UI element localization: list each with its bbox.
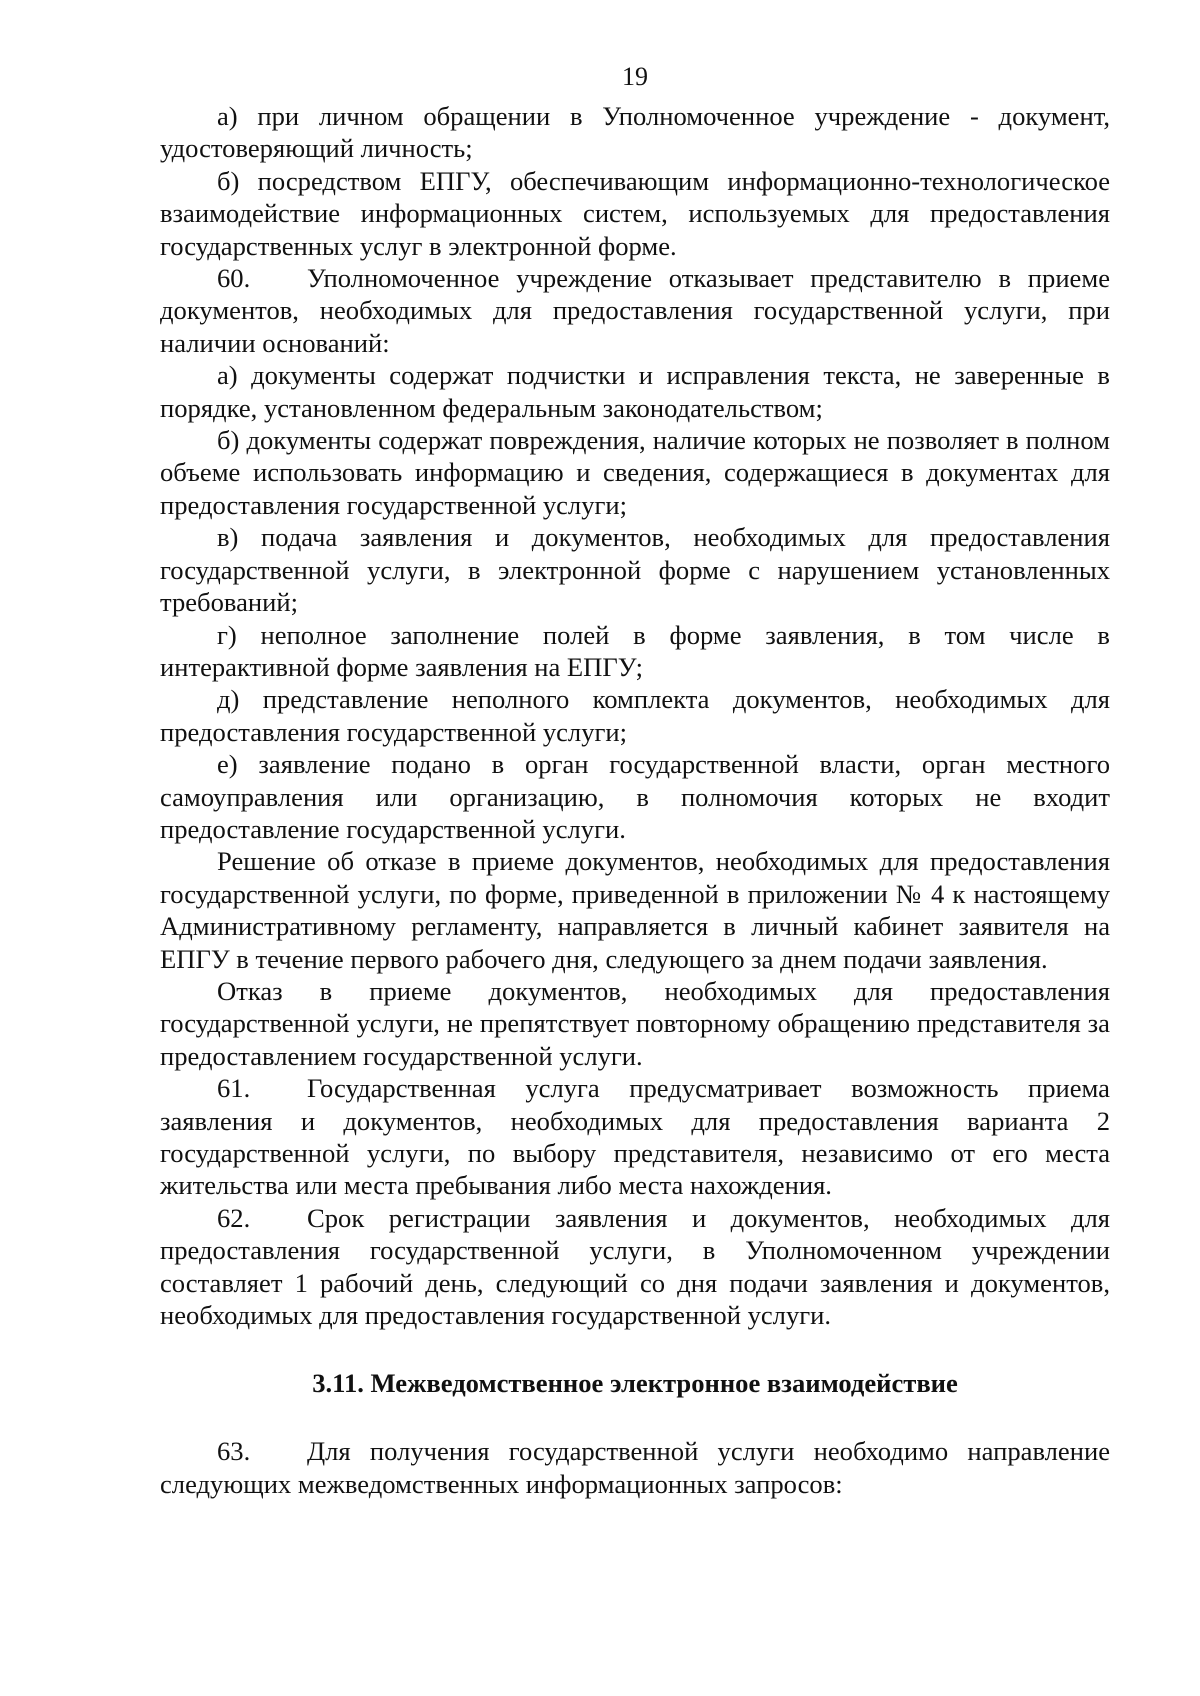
decision-paragraph: Решение об отказе в приеме документов, необходимых для предоставления государственной услуги, по форме, приведенной в приложении № 4 к настоящему Административному регламенту, направляется в личный кабинет заявителя на ЕПГУ в течение первого рабочего дня, следующего за днем подачи заявления. xyxy=(160,846,1110,974)
clause-60-text: Уполномоченное учреждение отказывает представителю в приеме документов, необходимых для предоставления государственной услуги, при наличии оснований: xyxy=(160,263,1110,358)
ground-b: б) документы содержат повреждения, наличие которых не позволяет в полном объеме использовать информацию и сведения, содержащиеся в документах для предоставления государственной услуги; xyxy=(160,425,1110,520)
clause-60-number: 60. xyxy=(217,263,251,294)
section-heading: 3.11. Межведомственное электронное взаимодействие xyxy=(312,1368,958,1399)
ground-g: г) неполное заполнение полей в форме заявления, в том числе в интерактивной форме заявления на ЕПГУ; xyxy=(160,619,1110,682)
clause-61-text: Государственная услуга предусматривает возможность приема заявления и документов, необходимых для предоставления варианта 2 государственной услуги, по выбору представителя, независимо от его места жительства или места пребывания либо места нахождения. xyxy=(160,1073,1110,1201)
ground-d: д) представление неполного комплекта документов, необходимых для предоставления государственной услуги; xyxy=(160,684,1110,747)
clause-63-number: 63. xyxy=(217,1436,251,1467)
clause-61 xyxy=(160,1072,1110,1202)
clause-62 xyxy=(160,1202,1110,1332)
clause-62-text: Срок регистрации заявления и документов, необходимых для предоставления государственной услуги, в Уполномоченном учреждении составляет 1 рабочий день, следующий со дня подачи заявления и документов, необходимых для предоставления государственной услуги. xyxy=(160,1202,1110,1331)
paragraph-a-personal-visit: а) при личном обращении в Уполномоченное учреждение - документ, удостоверяющий личность; xyxy=(160,101,1110,164)
refusal-paragraph: Отказ в приеме документов, необходимых для предоставления государственной услуги, не препятствует повторному обращению представителя за предоставлением государственной услуги. xyxy=(160,975,1110,1071)
page-number: 19 xyxy=(622,62,648,91)
clause-60 xyxy=(160,262,1110,359)
clause-63 xyxy=(160,1435,1110,1500)
clause-61-number: 61. xyxy=(217,1073,251,1104)
clause-63-text: Для получения государственной услуги необходимо направление следующих межведомственных информационных запросов: xyxy=(160,1436,1110,1499)
document-page xyxy=(160,62,1110,1500)
ground-a: а) документы содержат подчистки и исправления текста, не заверенные в порядке, установленном федеральным законодательством; xyxy=(160,360,1110,423)
clause-62-number: 62. xyxy=(217,1202,251,1233)
paragraph-b-epgu: б) посредством ЕПГУ, обеспечивающим информационно-технологическое взаимодействие информационных систем, используемых для предоставления государственных услуг в электронной форме. xyxy=(160,165,1110,261)
ground-e: е) заявление подано в орган государственной власти, орган местного самоуправления или организацию, в полномочия которых не входит предоставление государственной услуги. xyxy=(160,749,1110,844)
ground-v: в) подача заявления и документов, необходимых для предоставления государственной услуги, в электронной форме с нарушением установленных требований; xyxy=(160,522,1110,618)
